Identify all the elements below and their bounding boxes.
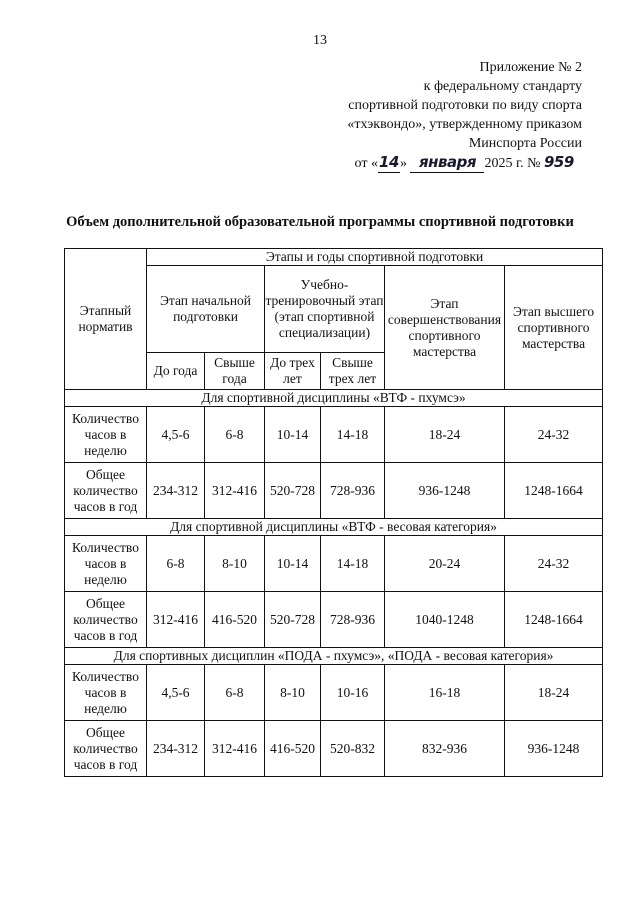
header-sub-over-three: Свыше трех лет — [321, 353, 385, 390]
table-cell: 8-10 — [205, 536, 265, 592]
header-stage-improvement: Этап совершенствования спортивного мастерства — [385, 266, 505, 390]
table-cell: 10-16 — [321, 665, 385, 721]
table-cell: 4,5-6 — [147, 407, 205, 463]
table-cell: 234-312 — [147, 721, 205, 777]
header-stage-training: Учебно-тренировочный этап (этап спортивной специализации) — [265, 266, 385, 353]
appendix-line: к федеральному стандарту — [423, 79, 582, 94]
appendix-line: Приложение № 2 — [479, 60, 582, 75]
handwritten-month: января — [410, 153, 484, 173]
order-mid: » — [399, 156, 407, 171]
row-label: Общее количество часов в год — [65, 463, 147, 519]
table-cell: 832-936 — [385, 721, 505, 777]
table-cell: 936-1248 — [505, 721, 603, 777]
row-label: Общее количество часов в год — [65, 721, 147, 777]
order-line — [282, 153, 582, 173]
table-cell: 6-8 — [147, 536, 205, 592]
appendix-line: Минспорта России — [468, 136, 582, 151]
header-sub-up-to-year: До года — [147, 353, 205, 390]
row-label: Количество часов в неделю — [65, 407, 147, 463]
table-cell: 18-24 — [505, 665, 603, 721]
section-title: Для спортивной дисциплины «ВТФ - пхумсэ» — [65, 390, 603, 407]
table-cell: 8-10 — [265, 665, 321, 721]
table-cell: 936-1248 — [385, 463, 505, 519]
table-cell: 234-312 — [147, 463, 205, 519]
table-cell: 14-18 — [321, 407, 385, 463]
table-cell: 16-18 — [385, 665, 505, 721]
table-cell: 416-520 — [265, 721, 321, 777]
row-label: Общее количество часов в год — [65, 592, 147, 648]
table-cell: 20-24 — [385, 536, 505, 592]
table-cell: 10-14 — [265, 536, 321, 592]
page-number: 13 — [313, 33, 327, 48]
table-cell: 14-18 — [321, 536, 385, 592]
section-title: Для спортивной дисциплины «ВТФ - весовая категория» — [65, 519, 603, 536]
row-label: Количество часов в неделю — [65, 665, 147, 721]
order-year: 2025 г. № — [484, 156, 541, 171]
table-cell: 520-832 — [321, 721, 385, 777]
table-cell: 1248-1664 — [505, 592, 603, 648]
document-title: Объем дополнительной образовательной программы спортивной подготовки — [66, 214, 574, 230]
appendix-line: спортивной подготовки по виду спорта — [348, 98, 582, 113]
table-cell: 1248-1664 — [505, 463, 603, 519]
table-cell: 6-8 — [205, 407, 265, 463]
row-label: Количество часов в неделю — [65, 536, 147, 592]
table-cell: 312-416 — [205, 721, 265, 777]
table-cell: 1040-1248 — [385, 592, 505, 648]
table-cell: 10-14 — [265, 407, 321, 463]
handwritten-day: 14 — [379, 153, 399, 171]
table-cell: 24-32 — [505, 536, 603, 592]
table-cell: 24-32 — [505, 407, 603, 463]
table-cell: 312-416 — [205, 463, 265, 519]
table-cell: 728-936 — [321, 463, 385, 519]
handwritten-order-number: 959 — [544, 153, 574, 171]
appendix-line: «тхэквондо», утвержденному приказом — [347, 117, 582, 132]
header-stage-higher: Этап высшего спортивного мастерства — [505, 266, 603, 390]
header-sub-up-to-three: До трех лет — [265, 353, 321, 390]
table-cell: 520-728 — [265, 592, 321, 648]
table-cell: 18-24 — [385, 407, 505, 463]
table-cell: 728-936 — [321, 592, 385, 648]
order-prefix: от « — [354, 156, 378, 171]
header-sub-over-year: Свыше года — [205, 353, 265, 390]
table-cell: 6-8 — [205, 665, 265, 721]
table-cell: 312-416 — [147, 592, 205, 648]
training-volume-table — [64, 248, 603, 777]
table-cell: 520-728 — [265, 463, 321, 519]
table-cell: 416-520 — [205, 592, 265, 648]
section-title: Для спортивных дисциплин «ПОДА - пхумсэ», «ПОДА - весовая категория» — [65, 648, 603, 665]
header-stages-group: Этапы и годы спортивной подготовки — [147, 249, 603, 266]
header-stage-initial: Этап начальной подготовки — [147, 266, 265, 353]
header-norm: Этапный норматив — [65, 249, 147, 390]
table-cell: 4,5-6 — [147, 665, 205, 721]
appendix-block — [282, 58, 582, 173]
